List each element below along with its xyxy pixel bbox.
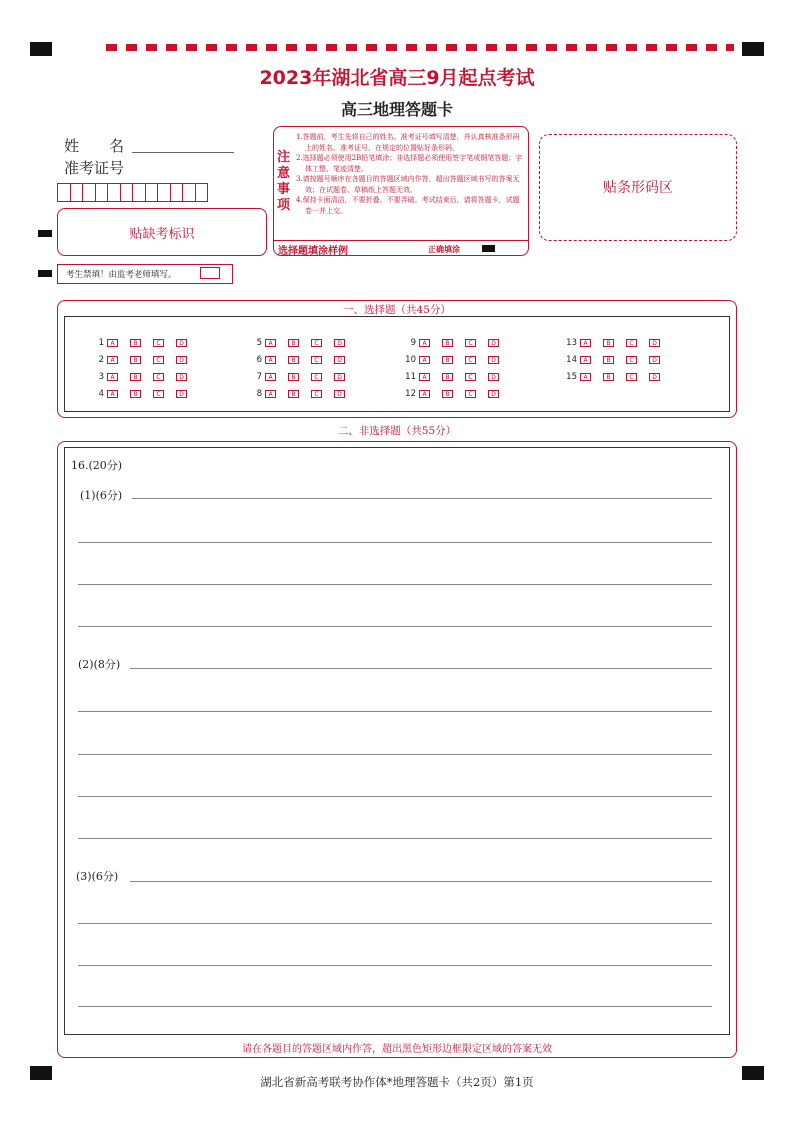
part-1-label: (1)(6分) bbox=[80, 489, 123, 502]
mcq-question-15 bbox=[563, 368, 672, 385]
option-bubble-d[interactable]: D bbox=[334, 373, 345, 381]
option-bubble-b[interactable]: B bbox=[288, 390, 299, 398]
answer-line[interactable] bbox=[78, 965, 712, 966]
option-bubble-b[interactable]: B bbox=[442, 390, 453, 398]
missing-note: 考生禁填！由监考老师填写。 bbox=[66, 270, 177, 280]
answer-line[interactable] bbox=[78, 711, 712, 712]
option-bubble-c[interactable]: C bbox=[153, 339, 164, 347]
option-bubble-a[interactable]: A bbox=[107, 373, 118, 381]
option-bubble-a[interactable]: A bbox=[265, 373, 276, 381]
exam-id-cell[interactable] bbox=[170, 183, 184, 202]
option-bubble-c[interactable]: C bbox=[153, 356, 164, 364]
option-bubble-a[interactable]: A bbox=[580, 339, 591, 347]
section2-inner-box bbox=[64, 447, 730, 1035]
question-number: 12 bbox=[405, 388, 416, 399]
option-bubble-d[interactable]: D bbox=[176, 339, 187, 347]
option-bubble-d[interactable]: D bbox=[176, 373, 187, 381]
answer-line[interactable] bbox=[78, 754, 712, 755]
mcq-question-10 bbox=[402, 351, 511, 368]
question-number: 2 bbox=[98, 354, 104, 365]
notice-divider bbox=[274, 240, 528, 241]
option-bubble-b[interactable]: B bbox=[603, 373, 614, 381]
mcq-question-7 bbox=[248, 368, 357, 385]
option-bubble-a[interactable]: A bbox=[107, 339, 118, 347]
section2-title: 二、非选择题（共55分） bbox=[337, 425, 457, 437]
exam-id-cell[interactable] bbox=[195, 183, 209, 202]
mcq-column bbox=[248, 334, 357, 402]
mcq-question-4 bbox=[90, 385, 199, 402]
mcq-question-2 bbox=[90, 351, 199, 368]
answer-line[interactable] bbox=[78, 542, 712, 543]
option-bubble-b[interactable]: B bbox=[442, 373, 453, 381]
option-bubble-d[interactable]: D bbox=[488, 390, 499, 398]
option-bubble-c[interactable]: C bbox=[465, 339, 476, 347]
option-bubble-a[interactable]: A bbox=[419, 390, 430, 398]
mcq-question-12 bbox=[402, 385, 511, 402]
option-bubble-a[interactable]: A bbox=[580, 373, 591, 381]
mcq-question-9 bbox=[402, 334, 511, 351]
exam-id-cell[interactable] bbox=[107, 183, 121, 202]
option-bubble-b[interactable]: B bbox=[442, 356, 453, 364]
question-number: 3 bbox=[98, 371, 104, 382]
option-bubble-c[interactable]: C bbox=[153, 373, 164, 381]
option-bubble-d[interactable]: D bbox=[488, 373, 499, 381]
exam-id-cell[interactable] bbox=[182, 183, 196, 202]
answer-line[interactable] bbox=[78, 796, 712, 797]
question-number: 13 bbox=[566, 337, 577, 348]
option-bubble-b[interactable]: B bbox=[288, 373, 299, 381]
question-number: 7 bbox=[256, 371, 262, 382]
footer-warning: 请在各题目的答题区域内作答，超出黑色矩形边框限定区域的答案无效 bbox=[242, 1044, 552, 1055]
barcode-label: 贴条形码区 bbox=[603, 180, 673, 196]
option-bubble-d[interactable]: D bbox=[649, 356, 660, 364]
correct-fill-label: 正确填涂 bbox=[428, 245, 460, 254]
option-bubble-c[interactable]: C bbox=[626, 373, 637, 381]
missing-fill-box[interactable] bbox=[200, 267, 220, 279]
exam-id-cells[interactable] bbox=[57, 183, 207, 202]
option-bubble-d[interactable]: D bbox=[649, 373, 660, 381]
answer-line[interactable] bbox=[132, 498, 712, 499]
option-bubble-c[interactable]: C bbox=[153, 390, 164, 398]
option-bubble-b[interactable]: B bbox=[288, 339, 299, 347]
notice-items: 1.答题前，考生先将自己的姓名、准考证号填写清楚，并认真核准条形码上的姓名、准考证号，在规定的位置贴好条形码。 2.选择题必须使用2B铅笔填涂；非选择题必须使用签字笔或钢笔答题；字体工整、笔迹清楚。 3.请按题号顺序在各题目的答题区域内作答，超出答题区域书写的答案无效；在试题卷、草稿纸上答题无效。 4.保持卡面清洁，不要折叠、不要弄破。考试结束后，请将答题卡，试题卷一并上交。 bbox=[296, 133, 523, 215]
option-bubble-c[interactable]: C bbox=[465, 356, 476, 364]
option-bubble-d[interactable]: D bbox=[334, 339, 345, 347]
option-bubble-b[interactable]: B bbox=[130, 373, 141, 381]
question-number: 14 bbox=[566, 354, 577, 365]
option-bubble-a[interactable]: A bbox=[419, 373, 430, 381]
option-bubble-c[interactable]: C bbox=[626, 339, 637, 347]
option-bubble-d[interactable]: D bbox=[334, 356, 345, 364]
answer-line[interactable] bbox=[130, 668, 712, 669]
side-mark-1 bbox=[38, 230, 52, 237]
option-bubble-c[interactable]: C bbox=[311, 339, 322, 347]
option-bubble-b[interactable]: B bbox=[603, 339, 614, 347]
side-mark-2 bbox=[38, 270, 52, 277]
option-bubble-d[interactable]: D bbox=[488, 356, 499, 364]
option-bubble-b[interactable]: B bbox=[130, 390, 141, 398]
answer-line[interactable] bbox=[78, 626, 712, 627]
name-field[interactable] bbox=[132, 152, 234, 153]
option-bubble-d[interactable]: D bbox=[334, 390, 345, 398]
mcq-question-1 bbox=[90, 334, 199, 351]
timing-marks bbox=[106, 44, 734, 51]
option-bubble-c[interactable]: C bbox=[465, 373, 476, 381]
mcq-column bbox=[90, 334, 199, 402]
question-number: 4 bbox=[98, 388, 104, 399]
option-bubble-a[interactable]: A bbox=[265, 339, 276, 347]
name-label: 姓 名 bbox=[64, 137, 125, 155]
part-2-label: (2)(8分) bbox=[78, 658, 121, 671]
mcq-column bbox=[563, 334, 672, 385]
mcq-question-6 bbox=[248, 351, 357, 368]
mcq-column bbox=[402, 334, 511, 402]
mcq-question-13 bbox=[563, 334, 672, 351]
mcq-question-8 bbox=[248, 385, 357, 402]
question-number: 1 bbox=[98, 337, 104, 348]
option-bubble-d[interactable]: D bbox=[649, 339, 660, 347]
option-bubble-b[interactable]: B bbox=[130, 356, 141, 364]
part-3-label: (3)(6分) bbox=[76, 870, 119, 883]
option-bubble-a[interactable]: A bbox=[107, 356, 118, 364]
option-bubble-d[interactable]: D bbox=[176, 356, 187, 364]
exam-id-cell[interactable] bbox=[132, 183, 146, 202]
exam-id-cell[interactable] bbox=[157, 183, 171, 202]
corner-mark-top-left bbox=[30, 42, 52, 56]
option-bubble-a[interactable]: A bbox=[265, 356, 276, 364]
option-bubble-b[interactable]: B bbox=[603, 356, 614, 364]
answer-line[interactable] bbox=[78, 923, 712, 924]
section1-title: 一、选择题（共45分） bbox=[343, 304, 451, 316]
mcq-question-3 bbox=[90, 368, 199, 385]
question-number: 15 bbox=[566, 371, 577, 382]
exam-id-cell[interactable] bbox=[95, 183, 109, 202]
answer-line[interactable] bbox=[130, 881, 712, 882]
option-bubble-a[interactable]: A bbox=[419, 356, 430, 364]
question-number: 5 bbox=[256, 337, 262, 348]
mcq-question-5 bbox=[248, 334, 357, 351]
answer-line[interactable] bbox=[78, 838, 712, 839]
option-bubble-b[interactable]: B bbox=[288, 356, 299, 364]
question-number: 10 bbox=[405, 354, 416, 365]
exam-id-cell[interactable] bbox=[82, 183, 96, 202]
page-footer: 湖北省新高考联考协作体*地理答题卡（共2页）第1页 bbox=[260, 1075, 534, 1089]
option-bubble-c[interactable]: C bbox=[465, 390, 476, 398]
option-bubble-d[interactable]: D bbox=[176, 390, 187, 398]
question-number: 6 bbox=[256, 354, 262, 365]
option-bubble-d[interactable]: D bbox=[488, 339, 499, 347]
exam-id-cell[interactable] bbox=[70, 183, 84, 202]
exam-id-cell[interactable] bbox=[145, 183, 159, 202]
option-bubble-b[interactable]: B bbox=[130, 339, 141, 347]
exam-title: 2023年湖北省高三9月起点考试 bbox=[259, 67, 535, 89]
question-16-label: 16.(20分) bbox=[71, 459, 123, 472]
option-bubble-b[interactable]: B bbox=[442, 339, 453, 347]
option-bubble-c[interactable]: C bbox=[311, 390, 322, 398]
mcq-question-11 bbox=[402, 368, 511, 385]
fill-sample-label: 选择题填涂样例 bbox=[278, 246, 348, 257]
option-bubble-c[interactable]: C bbox=[311, 373, 322, 381]
answer-line[interactable] bbox=[78, 584, 712, 585]
question-number: 9 bbox=[410, 337, 416, 348]
option-bubble-a[interactable]: A bbox=[580, 356, 591, 364]
card-subtitle: 高三地理答题卡 bbox=[340, 100, 453, 119]
exam-id-label: 准考证号 bbox=[64, 159, 125, 177]
exam-id-cell[interactable] bbox=[120, 183, 134, 202]
correct-fill-sample bbox=[482, 245, 495, 252]
question-number: 11 bbox=[405, 371, 416, 382]
corner-mark-top-right bbox=[742, 42, 764, 56]
option-bubble-c[interactable]: C bbox=[626, 356, 637, 364]
missing-exam-label: 贴缺考标识 bbox=[129, 227, 195, 242]
notice-heading: 注 意 事 项 bbox=[277, 150, 291, 213]
exam-id-cell[interactable] bbox=[57, 183, 71, 202]
answer-line[interactable] bbox=[78, 1006, 712, 1007]
option-bubble-a[interactable]: A bbox=[107, 390, 118, 398]
mcq-question-14 bbox=[563, 351, 672, 368]
option-bubble-c[interactable]: C bbox=[311, 356, 322, 364]
option-bubble-a[interactable]: A bbox=[265, 390, 276, 398]
option-bubble-a[interactable]: A bbox=[419, 339, 430, 347]
question-number: 8 bbox=[256, 388, 262, 399]
